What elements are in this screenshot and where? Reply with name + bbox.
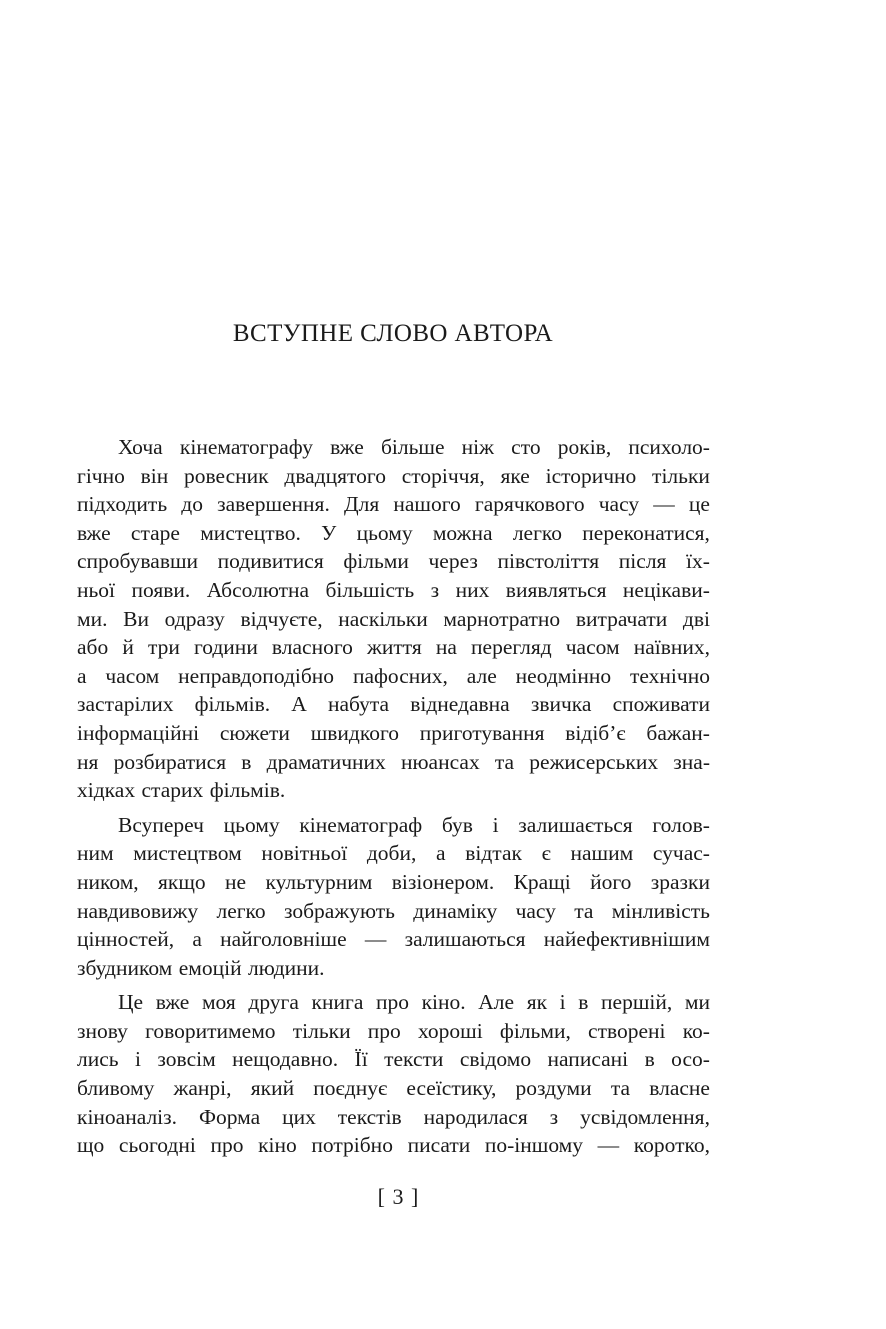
- text-line: хідках старих фільмів.: [77, 778, 286, 803]
- text-line: гічно він ровесник двадцятого сторіччя, яке історично тільки: [77, 463, 710, 488]
- text-line: ми. Ви одразу відчуєте, наскільки марнотратно витрачати дві: [77, 606, 710, 631]
- text-line: Всупереч цьому кінематограф був і залишається голов-: [118, 812, 710, 837]
- text-line: що сьогодні про кіно потрібно писати по-іншому — коротко,: [77, 1133, 710, 1158]
- text-line: застарілих фільмів. А набута віднедавна звичка споживати: [77, 692, 710, 717]
- paragraph: [77, 811, 710, 983]
- text-line: лись і зовсім нещодавно. Її тексти свідомо написані в осо-: [77, 1047, 710, 1072]
- text-line: інформаційні сюжети швидкого приготування відіб’є бажан-: [77, 720, 710, 745]
- body-text: [77, 433, 710, 1160]
- text-line: цінностей, а найголовніше — залишаються найефективнішим: [77, 927, 710, 952]
- text-line: ником, якщо не культурним візіонером. Кращі його зразки: [77, 869, 710, 894]
- text-line: Це вже моя друга книга про кіно. Але як і в першій, ми: [118, 990, 710, 1015]
- text-line: навдивовижу легко зображують динаміку часу та мінливість: [77, 898, 710, 923]
- paragraph: [77, 988, 710, 1160]
- text-line: або й три години власного життя на перегляд часом наївних,: [77, 635, 710, 660]
- text-line: а часом неправдоподібно пафосних, але неодмінно технічно: [77, 663, 710, 688]
- page-number: [ 3 ]: [377, 1184, 420, 1209]
- text-line: ня розбиратися в драматичних нюансах та режисерських зна-: [77, 749, 710, 774]
- chapter-title: ВСТУПНЕ СЛОВО АВТОРА: [232, 320, 554, 347]
- text-line: знову говоритимемо тільки про хороші фільми, створені ко-: [77, 1018, 710, 1043]
- text-line: збудником емоцій людини.: [77, 955, 325, 980]
- text-line: ним мистецтвом новітньої доби, а відтак є нашим сучас-: [77, 841, 710, 866]
- text-line: кіноаналіз. Форма цих текстів народилася з усвідомлення,: [77, 1104, 710, 1129]
- text-line: вже старе мистецтво. У цьому можна легко переконатися,: [77, 520, 710, 545]
- text-line: підходить до завершення. Для нашого гарячкового часу — це: [77, 492, 710, 517]
- paragraph: [77, 433, 710, 805]
- text-line: спробувавши подивитися фільми через півстоліття після їх-: [77, 549, 710, 574]
- text-line: бливому жанрі, який поєднує есеїстику, роздуми та власне: [77, 1076, 710, 1101]
- text-line: Хоча кінематографу вже більше ніж сто років, психоло-: [118, 435, 710, 459]
- text-line: ньої появи. Абсолютна більшість з них виявляться нецікави-: [77, 577, 710, 602]
